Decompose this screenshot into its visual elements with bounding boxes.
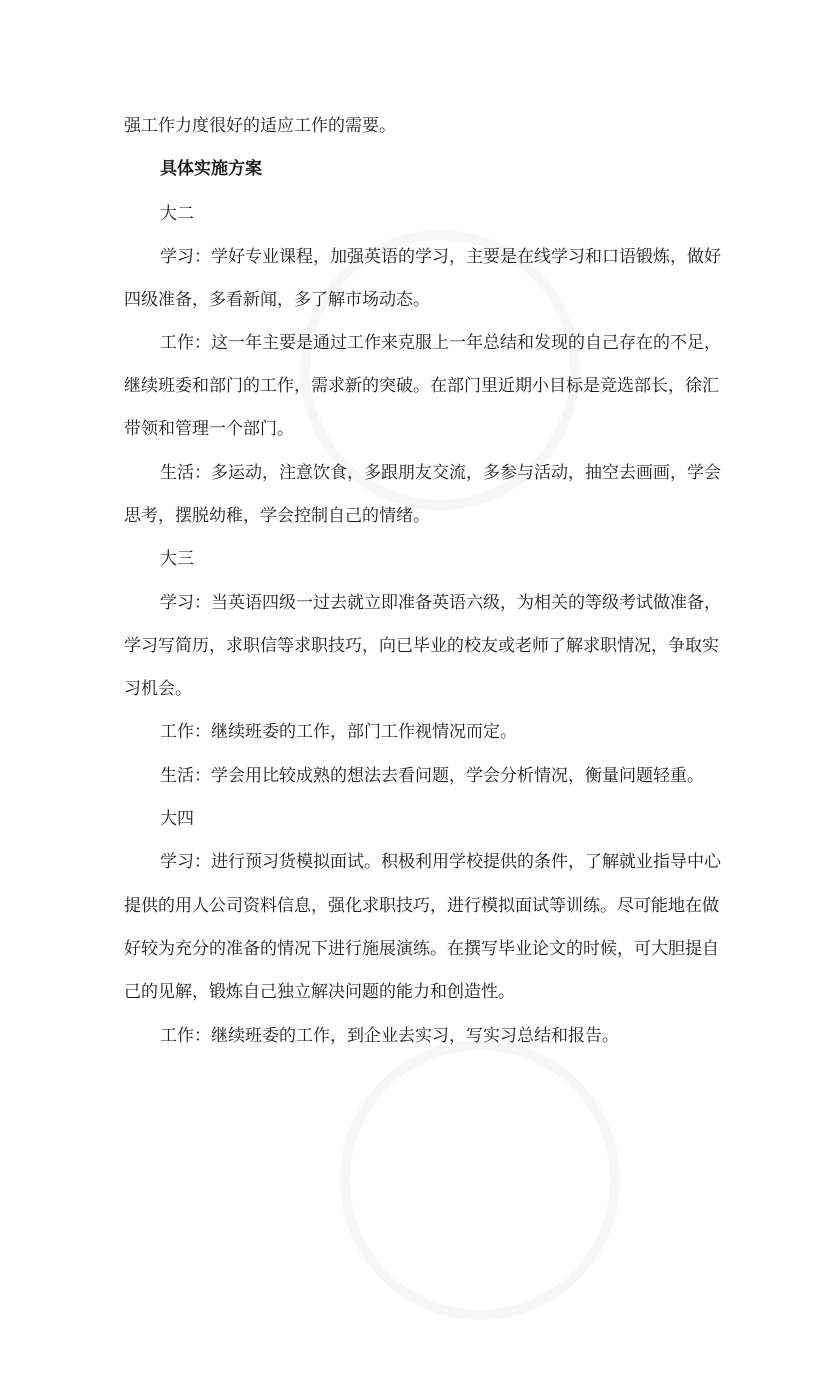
section-heading: 具体实施方案: [160, 159, 262, 179]
paragraph-line: 工作：继续班委的工作，到企业去实习，写实习总结和报告。: [160, 1026, 619, 1046]
paragraph-line: 提供的用人公司资料信息，强化求职技巧，进行模拟面试等训练。尽可能地在做: [124, 896, 719, 916]
paragraph-line: 学习写简历，求职信等求职技巧，向已毕业的校友或老师了解求职情况，争取实: [124, 636, 719, 656]
paragraph-line: 工作：这一年主要是通过工作来克服上一年总结和发现的自己存在的不足，: [160, 333, 721, 353]
year-heading: 大四: [160, 809, 194, 829]
paragraph-line: 生活：多运动，注意饮食，多跟朋友交流，多参与活动，抽空去画画，学会: [160, 463, 721, 483]
paragraph-line: 学习：进行预习货模拟面试。积极利用学校提供的条件，了解就业指导中心: [160, 852, 721, 872]
year-heading: 大二: [160, 204, 194, 224]
paragraph-line: 工作：继续班委的工作，部门工作视情况而定。: [160, 722, 517, 742]
paragraph-line: 强工作力度很好的适应工作的需要。: [124, 116, 396, 136]
paragraph-line: 四级准备，多看新闻，多了解市场动态。: [124, 290, 430, 310]
paragraph-line: 学习：当英语四级一过去就立即准备英语六级，为相关的等级考试做准备，: [160, 593, 721, 613]
year-heading: 大三: [160, 549, 194, 569]
paragraph-line: 学习：学好专业课程，加强英语的学习，主要是在线学习和口语锻炼，做好: [160, 247, 721, 267]
paragraph-line: 己的见解，锻炼自己独立解决问题的能力和创造性。: [124, 982, 515, 1002]
paragraph-line: 习机会。: [124, 679, 192, 699]
paragraph-line: 思考，摆脱幼稚，学会控制自己的情绪。: [124, 506, 430, 526]
paragraph-line: 带领和管理一个部门。: [124, 419, 294, 439]
paragraph-line: 继续班委和部门的工作，需求新的突破。在部门里近期小目标是竞选部长，徐汇: [124, 376, 719, 396]
paragraph-line: 好较为充分的准备的情况下进行施展演练。在撰写毕业论文的时候，可大胆提自: [124, 939, 719, 959]
paragraph-line: 生活：学会用比较成熟的想法去看问题，学会分析情况，衡量问题轻重。: [160, 766, 704, 786]
